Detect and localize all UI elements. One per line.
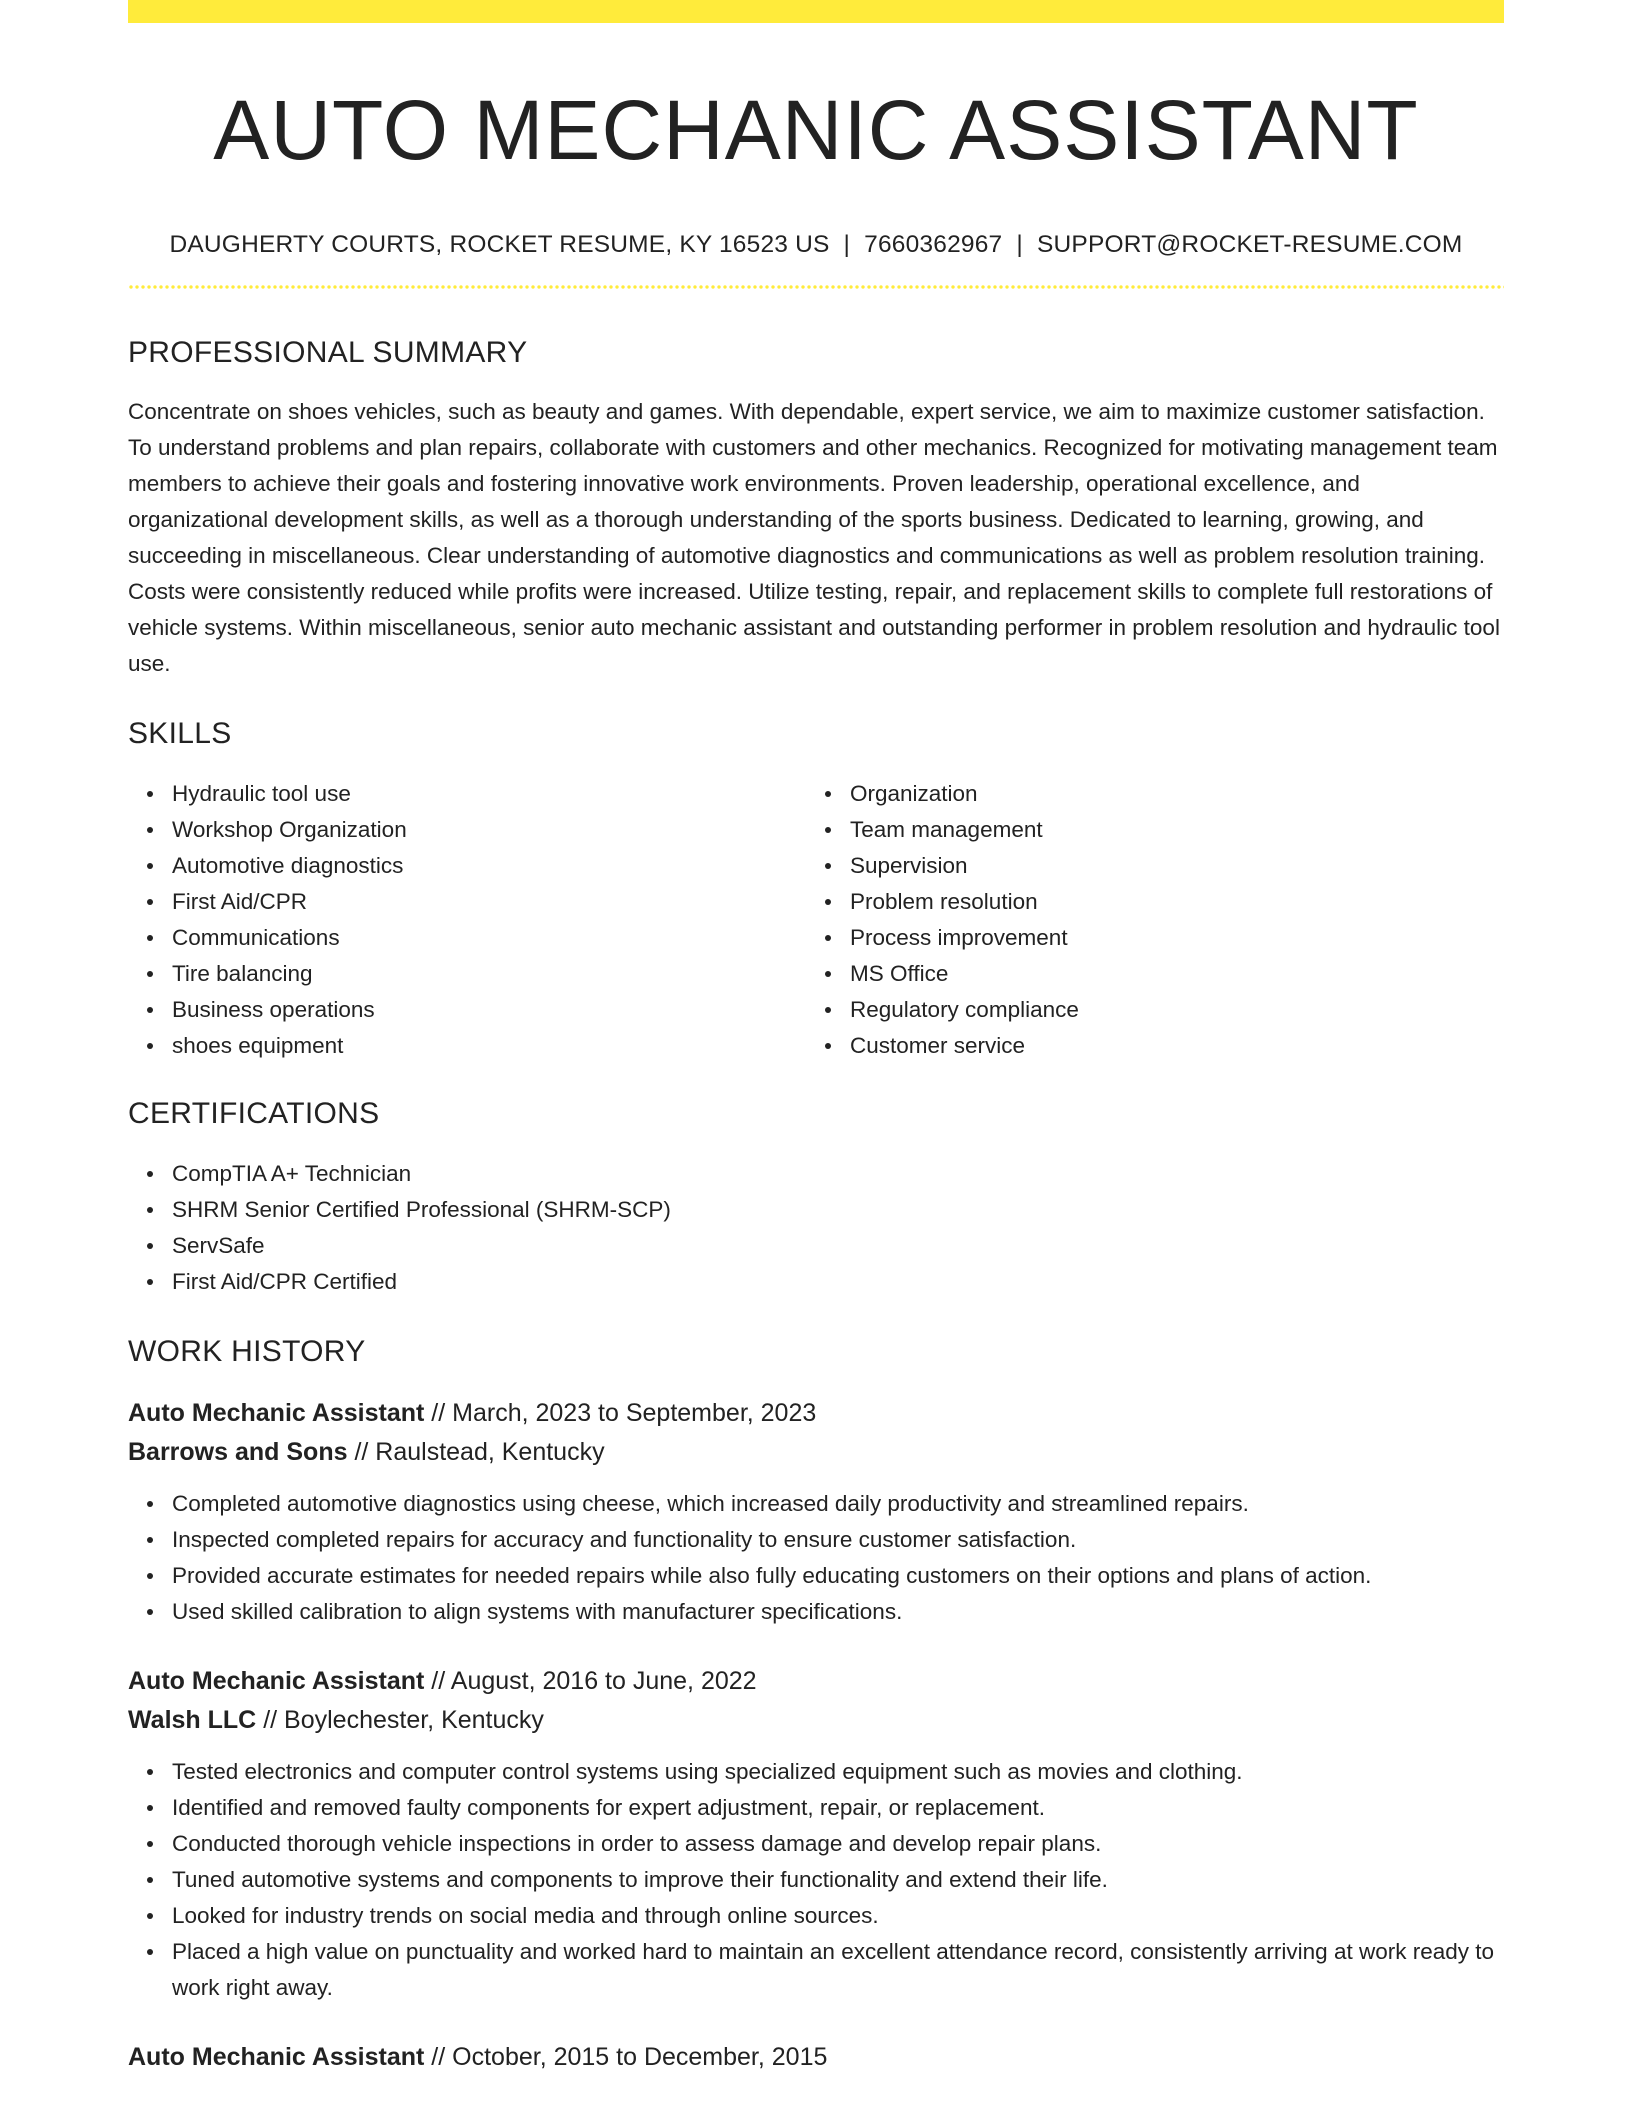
job-duty-item: Conducted thorough vehicle inspections in order to assess damage and develop repair plans. — [172, 1826, 1504, 1862]
job-location: // Raulstead, Kentucky — [347, 1438, 605, 1466]
contact-email: SUPPORT@ROCKET-RESUME.COM — [1036, 231, 1463, 258]
skill-item: MS Office — [850, 956, 1484, 992]
job-duty-item: Identified and removed faulty components for expert adjustment, repair, or replacement. — [172, 1790, 1504, 1826]
skill-item: Problem resolution — [850, 884, 1484, 920]
job-duty-item: Provided accurate estimates for needed repairs while also fully educating customers on their options and plans of action. — [172, 1558, 1504, 1594]
skills-column-left — [128, 776, 806, 1064]
skills-heading: SKILLS — [128, 717, 232, 750]
skill-item: Automotive diagnostics — [172, 848, 806, 884]
certification-item: CompTIA A+ Technician — [172, 1156, 1504, 1192]
skill-item: Organization — [850, 776, 1484, 812]
job-entry — [128, 1394, 1504, 1630]
job-duty-item: Looked for industry trends on social media and through online sources. — [172, 1898, 1504, 1934]
job-duty-item: Completed automotive diagnostics using cheese, which increased daily productivity and streamlined repairs. — [172, 1486, 1504, 1522]
skill-item: shoes equipment — [172, 1028, 806, 1064]
job-duty-item: Placed a high value on punctuality and worked hard to maintain an excellent attendance record, consistently arriving at work ready to work right away. — [172, 1934, 1504, 2006]
work-history-heading: WORK HISTORY — [128, 1335, 366, 1368]
skills-list-right — [806, 776, 1484, 1064]
job-duty-item: Tested electronics and computer control systems using specialized equipment such as movies and clothing. — [172, 1754, 1504, 1790]
contact-separator: | — [843, 231, 851, 258]
job-title-line — [128, 1662, 1504, 1701]
job-dates: // October, 2015 to December, 2015 — [424, 2043, 828, 2071]
contact-address: DAUGHERTY COURTS, ROCKET RESUME, KY 16523 US — [169, 231, 830, 258]
job-company: Barrows and Sons — [128, 1438, 348, 1466]
job-role: Auto Mechanic Assistant — [128, 1667, 425, 1695]
skill-item: Workshop Organization — [172, 812, 806, 848]
skill-item: Tire balancing — [172, 956, 806, 992]
skill-item: Process improvement — [850, 920, 1484, 956]
job-dates: // August, 2016 to June, 2022 — [424, 1667, 757, 1695]
job-duty-item: Used skilled calibration to align systems with manufacturer specifications. — [172, 1594, 1504, 1630]
job-duty-item: Tuned automotive systems and components to improve their functionality and extend their life. — [172, 1862, 1504, 1898]
job-role: Auto Mechanic Assistant — [128, 2043, 425, 2071]
certification-item: ServSafe — [172, 1228, 1504, 1264]
skill-item: Regulatory compliance — [850, 992, 1484, 1028]
job-company-line — [128, 1701, 1504, 1740]
job-dates: // March, 2023 to September, 2023 — [424, 1399, 817, 1427]
job-entry — [128, 1662, 1504, 2006]
skill-item: Team management — [850, 812, 1484, 848]
job-location: // Boylechester, Kentucky — [256, 1706, 544, 1734]
resume-content — [128, 0, 1504, 2077]
contact-separator: | — [1016, 231, 1023, 258]
job-duties-list — [128, 1486, 1504, 1630]
skills-column-right — [806, 776, 1484, 1064]
job-role: Auto Mechanic Assistant — [128, 1399, 425, 1427]
contact-phone: 7660362967 — [864, 231, 1003, 258]
job-company-line — [128, 1433, 1504, 1472]
job-company: Walsh LLC — [128, 1706, 257, 1734]
skill-item: Customer service — [850, 1028, 1484, 1064]
skills-grid — [128, 776, 1504, 1064]
summary-heading: PROFESSIONAL SUMMARY — [128, 336, 528, 369]
job-duties-list — [128, 1754, 1504, 2006]
dotted-divider — [128, 285, 1504, 289]
skills-list-left — [128, 776, 806, 1064]
skill-item: First Aid/CPR — [172, 884, 806, 920]
certification-item: First Aid/CPR Certified — [172, 1264, 1504, 1300]
skill-item: Communications — [172, 920, 806, 956]
candidate-name: AUTO MECHANIC ASSISTANT — [213, 83, 1419, 177]
job-title-line — [128, 2038, 1504, 2077]
skill-item: Supervision — [850, 848, 1484, 884]
skill-item: Hydraulic tool use — [172, 776, 806, 812]
skill-item: Business operations — [172, 992, 806, 1028]
certifications-list — [128, 1156, 1504, 1300]
summary-text: Concentrate on shoes vehicles, such as beauty and games. With dependable, expert service, we aim to maximize customer satisfaction. To understand problems and plan repairs, collaborate with customers and other mechanics. Recognized for motivating management team members to achieve their goals and fostering innovative work environments. Proven leadership, operational excellence, and organizational development skills, as well as a thorough understanding of the sports business. Dedicated to learning, growing, and succeeding in miscellaneous. Clear understanding of automotive diagnostics and communications as well as problem resolution training. Costs were consistently reduced while profits were increased. Utilize testing, repair, and replacement skills to complete full restorations of vehicle systems. Within miscellaneous, senior auto mechanic assistant and outstanding performer in problem resolution and hydraulic tool use. — [128, 399, 1500, 676]
job-title-line — [128, 1394, 1504, 1433]
job-duty-item: Inspected completed repairs for accuracy and functionality to ensure customer satisfaction. — [172, 1522, 1504, 1558]
certification-item: SHRM Senior Certified Professional (SHRM-SCP) — [172, 1192, 1504, 1228]
job-entry — [128, 2038, 1504, 2077]
certifications-heading: CERTIFICATIONS — [128, 1097, 380, 1130]
contact-line — [128, 230, 1504, 260]
